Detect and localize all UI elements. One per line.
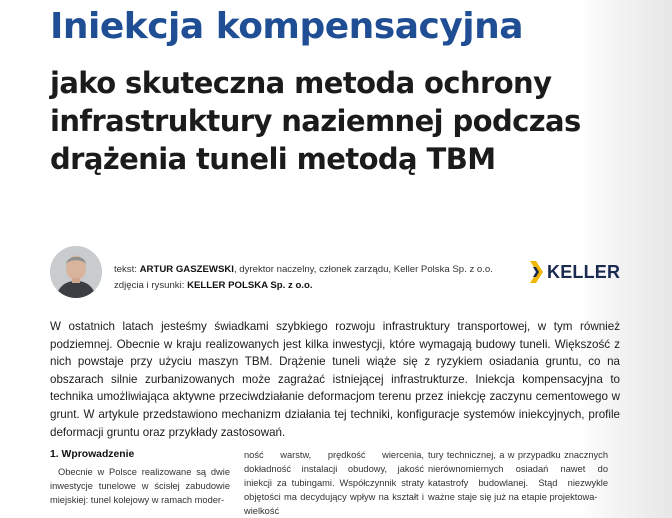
subtitle-line: jako skuteczna metoda ochrony (50, 66, 552, 100)
subtitle-line: drążenia tuneli metodą TBM (50, 142, 496, 176)
body-text: tury technicznej, a w przypadku znacznych nierównomiernych osiadań nawet do katastrofy budowlanej. Stąd niezwykle ważne staje się już na etapie projektowa- (428, 450, 608, 502)
subtitle-line: infrastruktury naziemnej podczas (50, 104, 581, 138)
body-column-2 (244, 448, 424, 518)
keller-chevron-logo-icon (530, 261, 544, 283)
photo-credit-line (114, 278, 493, 294)
body-column-3 (428, 448, 608, 504)
byline (114, 262, 493, 294)
photo-credit: KELLER POLSKA Sp. z o.o. (187, 280, 313, 291)
author-line (114, 262, 493, 278)
body-column-1 (50, 448, 230, 507)
photo-credit-prefix: zdjęcia i rysunki: (114, 280, 185, 291)
author-photo (50, 246, 102, 298)
section-heading: 1. Wprowadzenie (50, 449, 135, 460)
author-name: ARTUR GASZEWSKI (139, 264, 234, 275)
body-text: Obecnie w Polsce realizowane są dwie inwestycje tunelowe w ścisłej zabudowie miejskiej: tunel kolejowy w ramach moder- (50, 467, 230, 505)
logo-text: KELLER (547, 261, 621, 282)
author-portrait-icon (50, 246, 102, 298)
lead-paragraph: W ostatnich latach jesteśmy świadkami szybkiego rozwoju infrastruktury transportowej, w tym również podziemnej. Obecnie w kraju realizowanych jest kilka inwestycji, które wymagają budowy tuneli. Większość z nich powstaje przy użyciu maszyn TBM. Drążenie tuneli wiąże się z ryzykiem osiadania gruntu, co na obszarach silnie zurbanizowanych może zagrażać istniejącej infrastrukturze. Iniekcja kompensacyjna to technika umożliwiająca aktywne przeciwdziałanie deformacjom terenu przez iniekcję zaczynu cementowego w grunt. W artykule przedstawiono mechanizm działania tej techniki, konfiguracje systemów iniekcyjnych, profile deformacji gruntu oraz przykłady zastosowań. (50, 320, 620, 439)
keller-logo (530, 261, 620, 283)
article-title: Iniekcja kompensacyjna (50, 6, 524, 47)
body-text: ność warstw, prędkość wiercenia, dokładność instalacji obudowy, jakość iniekcji za tubingami. Współczynnik straty objętości ma decydujący wpływ na kształt i wielkość (244, 450, 424, 516)
byline-prefix: tekst: (114, 264, 137, 275)
article-subtitle (50, 64, 581, 178)
author-role: , dyrektor naczelny, członek zarządu, Keller Polska Sp. z o.o. (233, 264, 493, 275)
